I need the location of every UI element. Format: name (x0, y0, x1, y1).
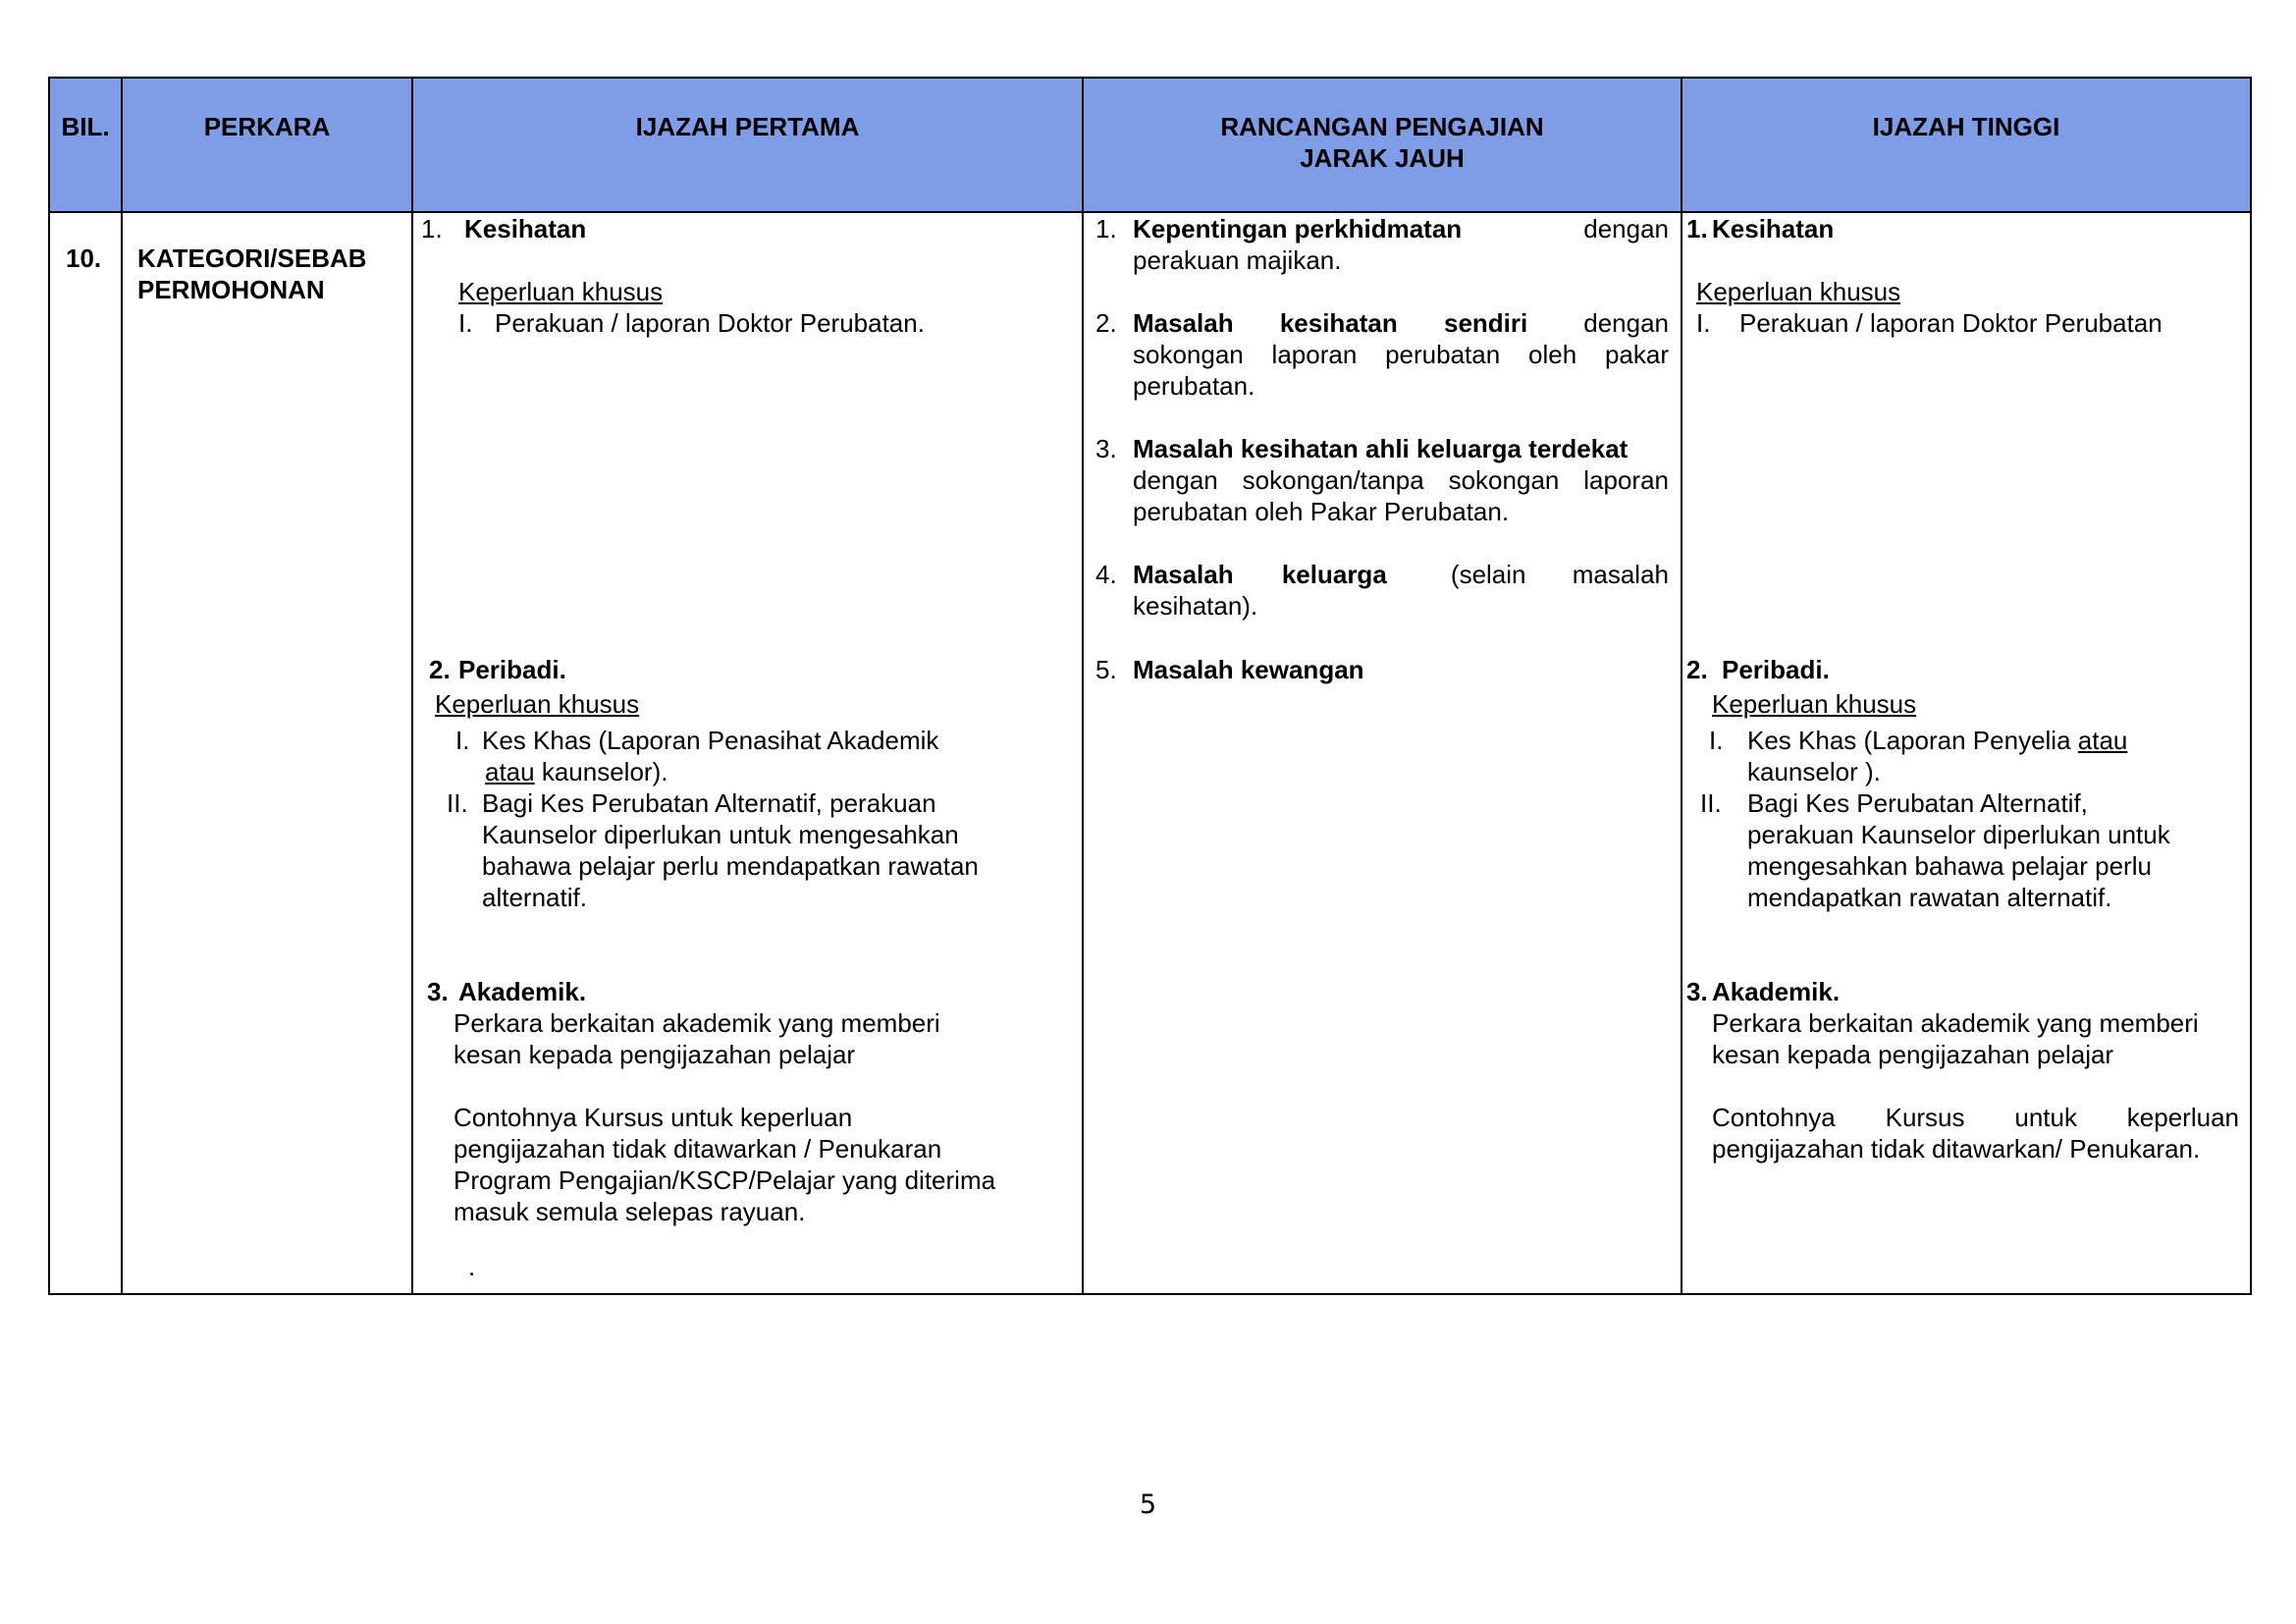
eligibility-table (48, 77, 2252, 1295)
ip-s3-num: 3. (427, 977, 449, 1006)
it-s2-ii-line4: mendapatkan rawatan alternatif. (1747, 883, 2112, 912)
rpjj-i1-line1 (1133, 213, 1669, 244)
rpjj-i4-line2: kesihatan). (1133, 591, 1258, 621)
rpjj-i2-line1 (1133, 307, 1669, 339)
rpjj-i3-line3: perubatan oleh Pakar Perubatan. (1133, 497, 1510, 526)
ip-s3-p1-line1: Perkara berkaitan akademik yang memberi (454, 1008, 940, 1038)
it-s2-ii-line2: perakuan Kaunselor diperlukan untuk (1747, 820, 2170, 849)
ip-s1-i-text: Perakuan / laporan Doktor Perubatan. (495, 308, 925, 338)
it-s3-num: 3. (1686, 977, 1708, 1006)
rpjj-i2-bold: Masalah kesihatan sendiri (1133, 308, 1528, 338)
ip-s1-i-num: I. (458, 308, 473, 338)
rpjj-i2-line2: sokongan laporan perubatan oleh pakar (1133, 340, 1669, 369)
ip-trailing-dot: . (468, 1252, 476, 1281)
table-row (49, 212, 2251, 1294)
ip-s2-i-line1: Kes Khas (Laporan Penasihat Akademik (482, 726, 939, 755)
ip-s2-i-line2 (482, 756, 667, 787)
header-ijazah-tinggi: IJAZAH TINGGI (1682, 78, 2251, 212)
table-header-row (49, 78, 2251, 212)
it-s2-i-line2: kaunselor ). (1747, 757, 1881, 786)
it-s1-title: Kesihatan (1712, 214, 1835, 244)
rpjj-i4-bold: Masalah keluarga (1133, 560, 1387, 589)
ip-s2-i-line2-rest: kaunselor). (534, 757, 668, 786)
it-s1-i-num: I. (1696, 308, 1711, 338)
cell-ijazah-pertama (412, 212, 1083, 1294)
it-s2-i-line1-pre: Kes Khas (Laporan Penyelia (1747, 726, 2078, 755)
it-s1-i-text: Perakuan / laporan Doktor Perubatan (1739, 308, 2163, 338)
rpjj-i3-line1: Masalah kesihatan ahli keluarga terdekat (1133, 434, 1629, 463)
ip-s2-i-atau: atau (485, 757, 535, 786)
rpjj-i4-line1 (1133, 559, 1669, 590)
header-rpjj-line2: JARAK JAUH (1300, 143, 1465, 173)
rpjj-i2-rest: dengan (1583, 308, 1669, 338)
row-number: 10. (66, 244, 102, 273)
it-s3-p1-line1: Perkara berkaitan akademik yang memberi (1712, 1008, 2199, 1038)
it-s3-p1-line2: kesan kepada pengijazahan pelajar (1712, 1040, 2114, 1069)
ip-s2-requirement: Keperluan khusus (435, 689, 640, 719)
rpjj-i1-bold: Kepentingan perkhidmatan (1133, 214, 1463, 244)
header-ijazah-pertama: IJAZAH PERTAMA (412, 78, 1083, 212)
cell-bil (49, 212, 122, 1294)
it-s3-p2-line1: Contohnya Kursus untuk keperluan (1712, 1103, 2239, 1132)
cell-perkara (122, 212, 412, 1294)
it-s2-i-atau: atau (2077, 726, 2128, 755)
ip-s3-title: Akademik. (458, 977, 587, 1006)
it-s2-requirement: Keperluan khusus (1712, 689, 1917, 719)
it-s2-num: 2. (1686, 655, 1708, 684)
ip-s3-p2-line4: masuk semula selepas rayuan. (454, 1197, 806, 1226)
rpjj-i3-num: 3. (1095, 434, 1117, 463)
ip-s2-num: 2. (429, 655, 451, 684)
page-number: 5 (1139, 1489, 1157, 1520)
rpjj-i2-num: 2. (1095, 308, 1117, 338)
perkara-line2: PERMOHONAN (137, 275, 325, 304)
rpjj-i4-rest: (selain masalah (1450, 560, 1669, 589)
it-s2-ii-line3: mengesahkan bahawa pelajar perlu (1747, 851, 2152, 881)
rpjj-i1-rest: dengan (1583, 214, 1669, 244)
it-s2-i-line1 (1747, 725, 2127, 756)
it-s1-num: 1. (1686, 214, 1708, 244)
cell-ijazah-tinggi (1682, 212, 2251, 1294)
ip-s3-p1-line2: kesan kepada pengijazahan pelajar (454, 1040, 856, 1069)
ip-s2-title: Peribadi. (458, 655, 566, 684)
ip-s2-ii-num: II. (447, 788, 468, 818)
ip-s2-ii-line4: alternatif. (482, 883, 587, 912)
it-s2-title: Peribadi. (1722, 655, 1830, 684)
ip-s2-ii-line3: bahawa pelajar perlu mendapatkan rawatan (482, 851, 979, 881)
ip-s3-p2-line3: Program Pengajian/KSCP/Pelajar yang diterima (454, 1165, 996, 1195)
header-rpjj-line1: RANCANGAN PENGAJIAN (1220, 112, 1544, 141)
ip-s2-ii-line1: Bagi Kes Perubatan Alternatif, perakuan (482, 788, 936, 818)
rpjj-i2-line3: perubatan. (1133, 371, 1255, 401)
row-perkara (137, 243, 367, 305)
rpjj-i4-num: 4. (1095, 560, 1117, 589)
it-s1-requirement: Keperluan khusus (1696, 277, 1901, 306)
ip-s1-num: 1. (421, 214, 443, 244)
it-s3-title: Akademik. (1712, 977, 1841, 1006)
rpjj-i5-num: 5. (1095, 655, 1117, 684)
it-s2-ii-line1: Bagi Kes Perubatan Alternatif, (1747, 788, 2088, 818)
rpjj-i1-line2: perakuan majikan. (1133, 245, 1342, 275)
ip-s3-p2-line2: pengijazahan tidak ditawarkan / Penukaran (454, 1134, 942, 1164)
header-bil: BIL. (49, 78, 122, 212)
it-s2-i-num: I. (1709, 726, 1724, 755)
header-perkara: PERKARA (122, 78, 412, 212)
ip-s3-p2-line1: Contohnya Kursus untuk keperluan (454, 1103, 853, 1132)
ip-s1-title: Kesihatan (464, 214, 587, 244)
rpjj-i3-line2: dengan sokongan/tanpa sokongan laporan (1133, 465, 1669, 495)
ip-s1-requirement: Keperluan khusus (458, 277, 664, 306)
it-s2-ii-num: II. (1700, 788, 1722, 818)
perkara-line1: KATEGORI/SEBAB (137, 244, 367, 273)
ip-s2-i-num: I. (455, 726, 470, 755)
ip-s2-ii-line2: Kaunselor diperlukan untuk mengesahkan (482, 820, 959, 849)
rpjj-i1-num: 1. (1095, 214, 1117, 244)
rpjj-i5-text: Masalah kewangan (1133, 655, 1364, 684)
it-s3-p2-line2: pengijazahan tidak ditawarkan/ Penukaran. (1712, 1134, 2201, 1164)
header-rpjj (1083, 78, 1682, 212)
cell-rpjj (1083, 212, 1682, 1294)
